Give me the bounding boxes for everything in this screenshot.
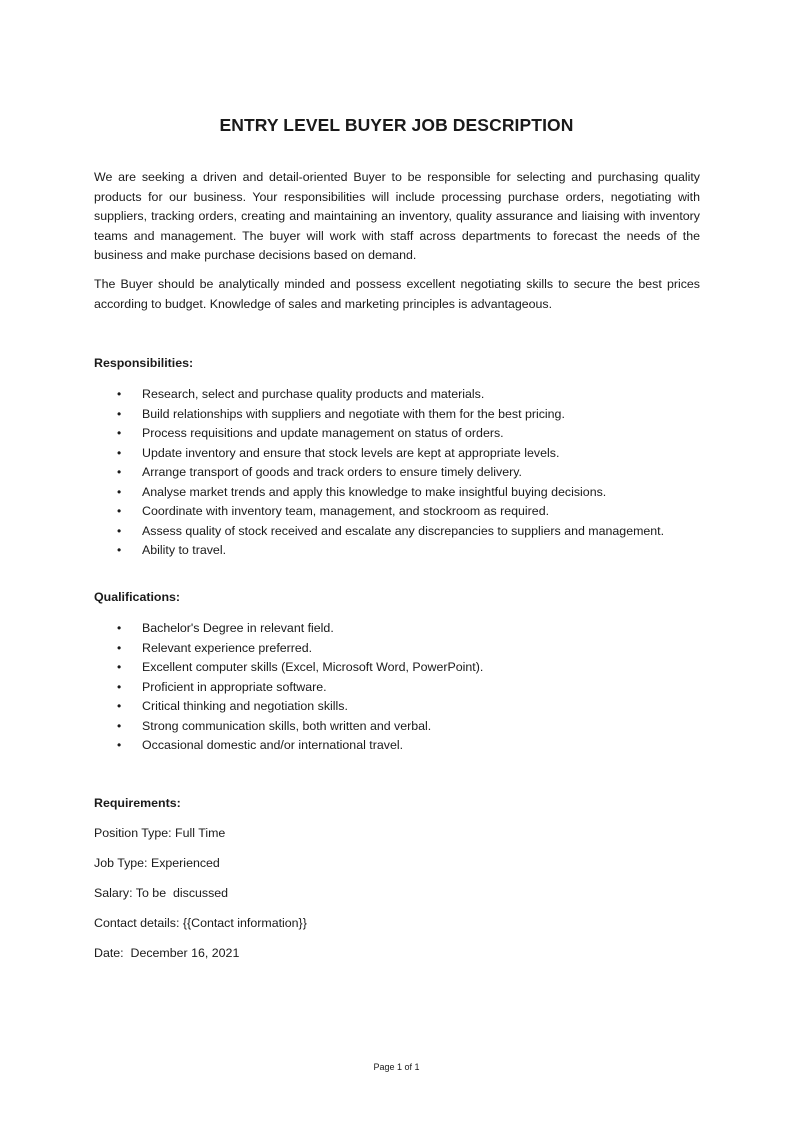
intro-paragraph: The Buyer should be analytically minded and possess excellent negotiating skills to secure the best prices according to budget. Knowledge of sales and marketing principles is advantageous.	[94, 277, 700, 311]
list-item-text: Critical thinking and negotiation skills.	[142, 699, 348, 713]
list-item	[94, 522, 714, 542]
list-item	[94, 444, 714, 464]
list-item-text: Coordinate with inventory team, management, and stockroom as required.	[142, 504, 550, 518]
page-number: Page 1 of 1	[373, 1062, 420, 1072]
list-item	[94, 541, 714, 561]
bullet-icon: •	[117, 640, 122, 655]
bullet-icon: •	[117, 426, 122, 440]
list-item-text: Strong communication skills, both written and verbal.	[142, 718, 432, 733]
list-item-text: Occasional domestic and/or international travel.	[142, 738, 404, 752]
requirements-heading: Requirements:	[94, 796, 181, 810]
bullet-icon: •	[117, 679, 122, 694]
list-item-text: Relevant experience preferred.	[142, 640, 313, 655]
bullet-icon: •	[117, 738, 122, 752]
list-item-text: Assess quality of stock received and escalate any discrepancies to suppliers and management.	[142, 523, 665, 538]
responsibilities-list	[94, 385, 714, 561]
list-item-text: Proficient in appropriate software.	[142, 679, 327, 694]
bullet-icon: •	[117, 465, 122, 479]
bullet-icon: •	[117, 660, 122, 674]
bullet-icon: •	[117, 699, 122, 713]
bullet-icon: •	[117, 621, 122, 635]
list-item	[94, 619, 714, 639]
list-item	[94, 424, 714, 444]
list-item	[94, 405, 714, 425]
qualifications-list	[94, 619, 714, 756]
document-title: ENTRY LEVEL BUYER JOB DESCRIPTION	[219, 115, 574, 135]
list-item	[94, 502, 714, 522]
list-item	[94, 483, 714, 503]
bullet-icon: •	[117, 718, 122, 733]
list-item	[94, 717, 714, 737]
list-item-text: Update inventory and ensure that stock levels are kept at appropriate levels.	[142, 445, 560, 460]
date: Date: December 16, 2021	[94, 946, 240, 960]
list-item	[94, 697, 714, 717]
list-item	[94, 658, 714, 678]
list-item-text: Research, select and purchase quality products and materials.	[142, 387, 485, 401]
list-item-text: Build relationships with suppliers and negotiate with them for the best pricing.	[142, 406, 565, 421]
bullet-icon: •	[117, 387, 122, 401]
bullet-icon: •	[117, 406, 122, 421]
list-item	[94, 736, 714, 756]
salary: Salary: To be discussed	[94, 886, 229, 900]
list-item-text: Bachelor's Degree in relevant field.	[142, 621, 334, 635]
list-item-text: Excellent computer skills (Excel, Microsoft Word, PowerPoint).	[142, 660, 484, 674]
bullet-icon: •	[117, 504, 122, 518]
bullet-icon: •	[117, 445, 122, 460]
list-item	[94, 678, 714, 698]
list-item	[94, 385, 714, 405]
job-type: Job Type: Experienced	[94, 856, 220, 870]
contact-details: Contact details: {{Contact information}}	[94, 916, 307, 930]
qualifications-heading: Qualifications:	[94, 590, 181, 604]
responsibilities-heading: Responsibilities:	[94, 356, 194, 370]
bullet-icon: •	[117, 543, 122, 557]
list-item-text: Analyse market trends and apply this knowledge to make insightful buying decisions.	[142, 484, 607, 499]
intro-paragraph: We are seeking a driven and detail-oriented Buyer to be responsible for selecting and purchasing quality products for our business. Your responsibilities will include processing purchase orders, negotiating with suppliers, tracking orders, creating and maintaining an inventory, quality assurance and liaising with inventory teams and management. The buyer will work with staff across departments to forecast the needs of the business and make purchase decisions based on demand.	[94, 170, 700, 262]
bullet-icon: •	[117, 523, 122, 538]
list-item	[94, 463, 714, 483]
list-item-text: Process requisitions and update management on status of orders.	[142, 426, 504, 440]
position-type: Position Type: Full Time	[94, 826, 226, 840]
bullet-icon: •	[117, 484, 122, 499]
list-item-text: Arrange transport of goods and track orders to ensure timely delivery.	[142, 465, 522, 479]
list-item-text: Ability to travel.	[142, 543, 227, 557]
list-item	[94, 639, 714, 659]
